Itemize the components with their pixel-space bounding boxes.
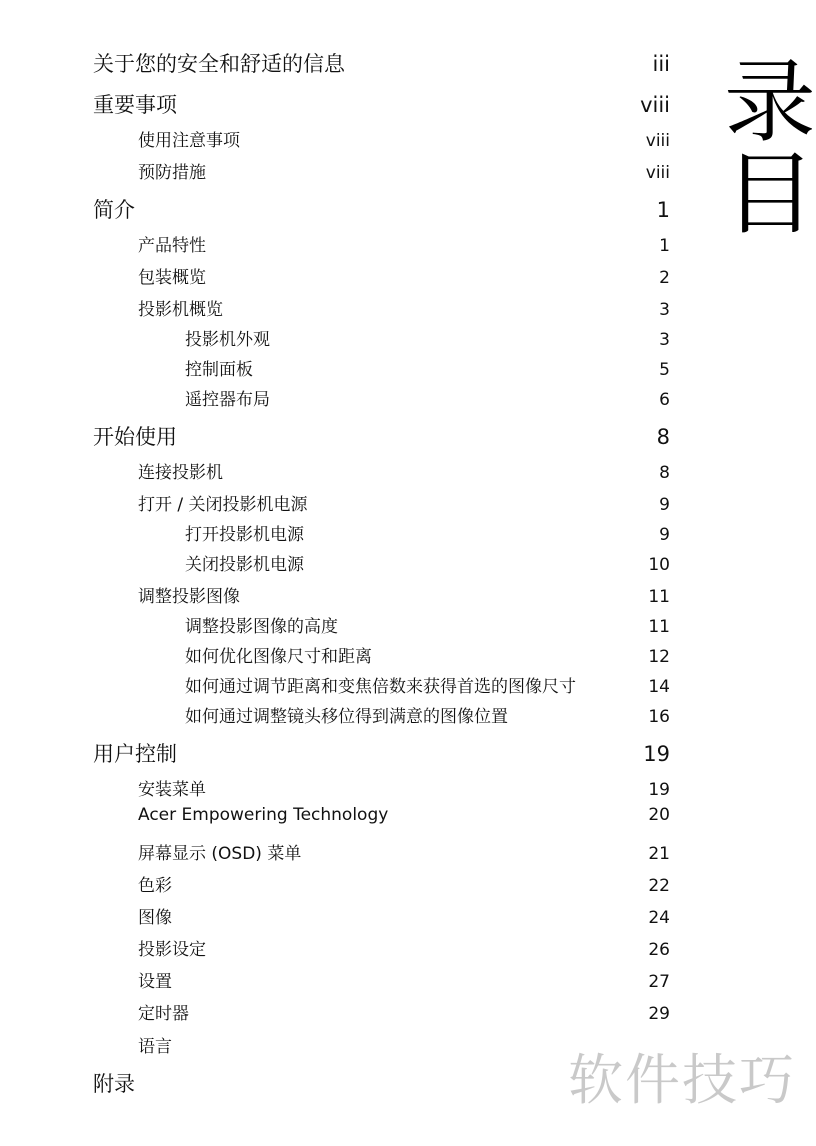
toc-entry[interactable] (185, 355, 670, 380)
toc-entry-title: 简介 (93, 198, 135, 222)
toc-entry-title: 使用注意事项 (138, 131, 240, 151)
toc-entry-page: 19 (643, 742, 670, 766)
toc-entry[interactable] (185, 550, 670, 575)
toc-entry-title: 打开 / 关闭投影机电源 (138, 495, 308, 515)
toc-entry[interactable] (138, 295, 670, 320)
toc-entry[interactable] (138, 775, 670, 800)
toc-entry-page: 9 (659, 495, 670, 515)
toc-entry-title: 产品特性 (138, 236, 206, 256)
toc-entry[interactable] (185, 642, 670, 667)
toc-entry-title: 语言 (138, 1037, 172, 1057)
toc-entry[interactable] (138, 126, 670, 151)
toc-entry-page: 29 (648, 1004, 670, 1024)
toc-entry-page: viii (645, 131, 670, 151)
toc-entry[interactable] (138, 490, 670, 515)
toc-entry-title: 连接投影机 (138, 463, 223, 483)
toc-entry[interactable] (93, 48, 670, 78)
toc-entry-page: 9 (659, 525, 670, 545)
toc-entry-page: 26 (648, 940, 670, 960)
toc-entry-title: 包装概览 (138, 268, 206, 288)
toc-entry[interactable] (185, 672, 670, 697)
toc-entry[interactable] (93, 89, 670, 119)
toc-entry-title: 重要事项 (93, 93, 177, 117)
toc-entry-page: 24 (648, 908, 670, 928)
toc-entry[interactable] (185, 612, 670, 637)
toc-entry-page: 22 (648, 876, 670, 896)
toc-entry-title: 屏幕显示 (OSD) 菜单 (138, 844, 302, 864)
watermark: 软件技巧 (568, 1048, 797, 1112)
toc-entry-page: 20 (648, 805, 670, 825)
toc-entry-page: 2 (659, 268, 670, 288)
toc-entry-title: Acer Empowering Technology (138, 805, 389, 825)
toc-entry[interactable] (185, 520, 670, 545)
toc-entry-page: 10 (648, 555, 670, 575)
toc-entry[interactable] (138, 805, 670, 825)
toc-entry-page: 12 (648, 647, 670, 667)
toc-entry-title: 色彩 (138, 876, 172, 896)
toc-entry-page: 11 (648, 617, 670, 637)
toc-entry[interactable] (138, 935, 670, 960)
toc-entry-page: 1 (656, 198, 670, 222)
toc-entry-title: 如何通过调整镜头移位得到满意的图像位置 (185, 707, 508, 727)
toc-entry[interactable] (138, 967, 670, 992)
toc-entry[interactable] (185, 325, 670, 350)
toc-entry-title: 调整投影图像的高度 (185, 617, 338, 637)
toc-entry-page: 21 (648, 844, 670, 864)
toc-entry[interactable] (138, 839, 670, 864)
toc-entry-title: 设置 (138, 972, 172, 992)
toc-entry-title: 安装菜单 (138, 780, 206, 800)
toc-entry-title: 控制面板 (185, 360, 253, 380)
toc-entry[interactable] (93, 421, 670, 451)
toc-entry-page: 3 (659, 300, 670, 320)
toc-entry-page: 1 (659, 236, 670, 256)
toc-entry-page: 14 (648, 677, 670, 697)
toc-entry-title: 定时器 (138, 1004, 189, 1024)
toc-entry-title: 关闭投影机电源 (185, 555, 304, 575)
toc-entry[interactable] (138, 231, 670, 256)
toc-entry[interactable] (138, 458, 670, 483)
toc-entry-page: 27 (648, 972, 670, 992)
toc-entry-title: 如何通过调节距离和变焦倍数来获得首选的图像尺寸 (185, 677, 576, 697)
toc-entry-title: 开始使用 (93, 425, 177, 449)
toc-entry[interactable] (138, 263, 670, 288)
toc-entry-page: 19 (648, 780, 670, 800)
toc-entry-title: 投影机外观 (185, 330, 270, 350)
toc-entry-page: viii (645, 163, 670, 183)
toc-entry-page: 8 (656, 425, 670, 449)
toc-entry[interactable] (138, 999, 670, 1024)
toc-entry-title: 打开投影机电源 (185, 525, 304, 545)
side-title (724, 50, 816, 247)
toc-entry-page: viii (640, 93, 670, 117)
toc-entry-title: 投影设定 (138, 940, 206, 960)
toc-entry-page: 3 (659, 330, 670, 350)
toc-entry[interactable] (138, 871, 670, 896)
toc-entry[interactable] (93, 194, 670, 224)
toc-entry-page: 6 (659, 390, 670, 410)
toc-entry-page: 5 (659, 360, 670, 380)
toc-entry-page: 16 (648, 707, 670, 727)
toc-entry-page: iii (652, 52, 670, 76)
toc-entry[interactable] (138, 582, 670, 607)
toc-entry-title: 图像 (138, 908, 172, 928)
toc-entry[interactable] (138, 903, 670, 928)
toc-entry-title: 预防措施 (138, 163, 206, 183)
toc-entry[interactable] (185, 702, 670, 727)
side-title-char-top: 录 (724, 50, 816, 155)
side-title-char-bottom: 目 (724, 142, 816, 247)
toc-entry-title: 调整投影图像 (138, 587, 240, 607)
toc-entry[interactable] (138, 158, 670, 183)
toc-entry-title: 用户控制 (93, 742, 177, 766)
toc-entry[interactable] (185, 385, 670, 410)
toc-entry-title: 遥控器布局 (185, 390, 270, 410)
toc-entry-page: 8 (659, 463, 670, 483)
toc-entry-title: 附录 (93, 1072, 135, 1096)
toc-entry-page: 11 (648, 587, 670, 607)
toc-entry[interactable] (93, 738, 670, 768)
toc-entry-title: 投影机概览 (138, 300, 223, 320)
toc-entry-title: 关于您的安全和舒适的信息 (93, 52, 345, 76)
toc-entry-title: 如何优化图像尺寸和距离 (185, 647, 372, 667)
